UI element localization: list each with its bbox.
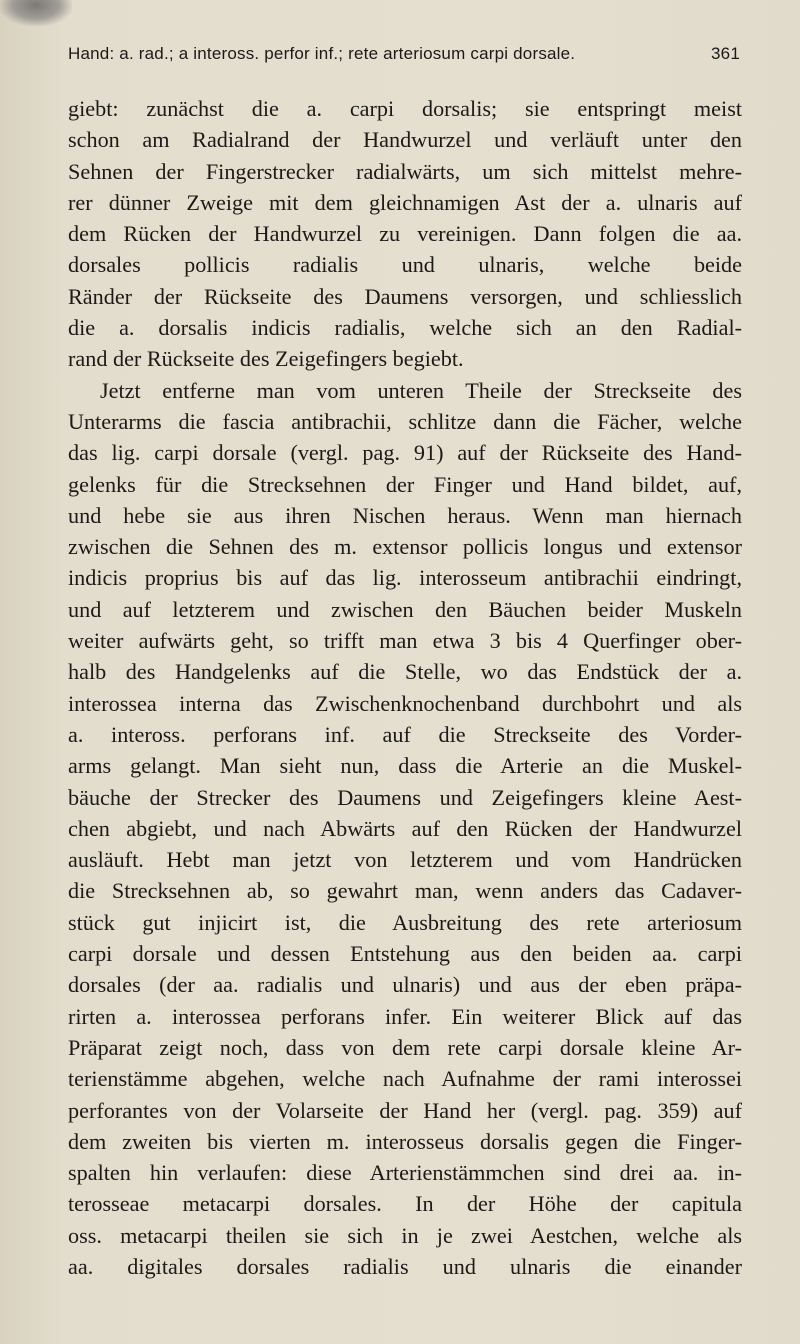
text-line: carpi dorsale und dessen Entstehung aus den beiden aa. carpi xyxy=(68,941,742,967)
text-line: dem zweiten bis vierten m. interosseus dorsalis gegen die Finger- xyxy=(68,1128,742,1154)
text-line: perforantes von der Volarseite der Hand her (vergl. pag. 359) auf xyxy=(68,1097,742,1123)
text-line: dorsales pollicis radialis und ulnaris, welche beide xyxy=(68,252,742,278)
page-corner-stain xyxy=(0,0,72,26)
running-header xyxy=(68,43,740,65)
text-line: und hebe sie aus ihren Nischen heraus. Wenn man hiernach xyxy=(68,502,742,528)
text-line: dem Rücken der Handwurzel zu vereinigen. Dann folgen die aa. xyxy=(68,221,742,247)
text-line: die Strecksehnen ab, so gewahrt man, wenn anders das Cadaver- xyxy=(68,878,742,904)
text-line: Ränder der Rückseite des Daumens versorgen, und schliesslich xyxy=(68,283,742,309)
text-line: aa. digitales dorsales radialis und ulnaris die einander xyxy=(68,1253,742,1279)
text-line: Sehnen der Fingerstrecker radialwärts, um sich mittelst mehre- xyxy=(68,158,742,184)
text-line: arms gelangt. Man sieht nun, dass die Arterie an die Muskel- xyxy=(68,753,742,779)
text-line: a. inteross. perforans inf. auf die Streckseite des Vorder- xyxy=(68,721,742,747)
text-line: Unterarms die fascia antibrachii, schlitze dann die Fächer, welche xyxy=(68,408,742,434)
text-line: die a. dorsalis indicis radialis, welche sich an den Radial- xyxy=(68,315,742,341)
text-line: halb des Handgelenks auf die Stelle, wo das Endstück der a. xyxy=(68,659,742,685)
text-line: terosseae metacarpi dorsales. In der Höhe der capitula xyxy=(68,1191,742,1217)
text-line: indicis proprius bis auf das lig. interosseum antibrachii eindringt, xyxy=(68,565,742,591)
paragraph-start-line: Jetzt entferne man vom unteren Theile der Streckseite des xyxy=(100,377,742,403)
text-line: dorsales (der aa. radialis und ulnaris) und aus der eben präpa- xyxy=(68,972,742,998)
text-line: zwischen die Sehnen des m. extensor pollicis longus und extensor xyxy=(68,534,742,560)
text-line: rirten a. interossea perforans infer. Ein weiterer Blick auf das xyxy=(68,1003,742,1029)
text-line: spalten hin verlaufen: diese Arterienstämmchen sind drei aa. in- xyxy=(68,1160,742,1186)
text-line: rand der Rückseite des Zeigefingers begiebt. xyxy=(68,346,464,372)
text-line: schon am Radialrand der Handwurzel und verläuft unter den xyxy=(68,127,742,153)
text-line: giebt: zunächst die a. carpi dorsalis; sie entspringt meist xyxy=(68,96,742,121)
text-line: rer dünner Zweige mit dem gleichnamigen Ast der a. ulnaris auf xyxy=(68,189,742,215)
running-title: Hand: a. rad.; a inteross. perfor inf.; rete arteriosum carpi dorsale. xyxy=(68,44,576,63)
text-line: interossea interna das Zwischenknochenband durchbohrt und als xyxy=(68,690,742,716)
text-line: gelenks für die Strecksehnen der Finger und Hand bildet, auf, xyxy=(68,471,742,497)
text-line: chen abgiebt, und nach Abwärts auf den Rücken der Handwurzel xyxy=(68,815,742,841)
text-line: und auf letzterem und zwischen den Bäuchen beider Muskeln xyxy=(68,596,742,622)
text-line: oss. metacarpi theilen sie sich in je zwei Aestchen, welche als xyxy=(68,1222,742,1248)
page-number: 361 xyxy=(711,44,740,63)
text-line: stück gut injicirt ist, die Ausbreitung des rete arteriosum xyxy=(68,909,742,935)
text-line: das lig. carpi dorsale (vergl. pag. 91) auf der Rückseite des Hand- xyxy=(68,440,742,466)
text-line: bäuche der Strecker des Daumens und Zeigefingers kleine Aest- xyxy=(68,784,742,810)
text-line: Präparat zeigt noch, dass von dem rete carpi dorsale kleine Ar- xyxy=(68,1034,742,1060)
text-line: ausläuft. Hebt man jetzt von letzterem und vom Handrücken xyxy=(68,847,742,873)
text-line: terienstämme abgehen, welche nach Aufnahme der rami interossei xyxy=(68,1066,742,1092)
body-text xyxy=(68,93,742,1282)
text-line: weiter aufwärts geht, so trifft man etwa 3 bis 4 Querfinger ober- xyxy=(68,628,742,654)
